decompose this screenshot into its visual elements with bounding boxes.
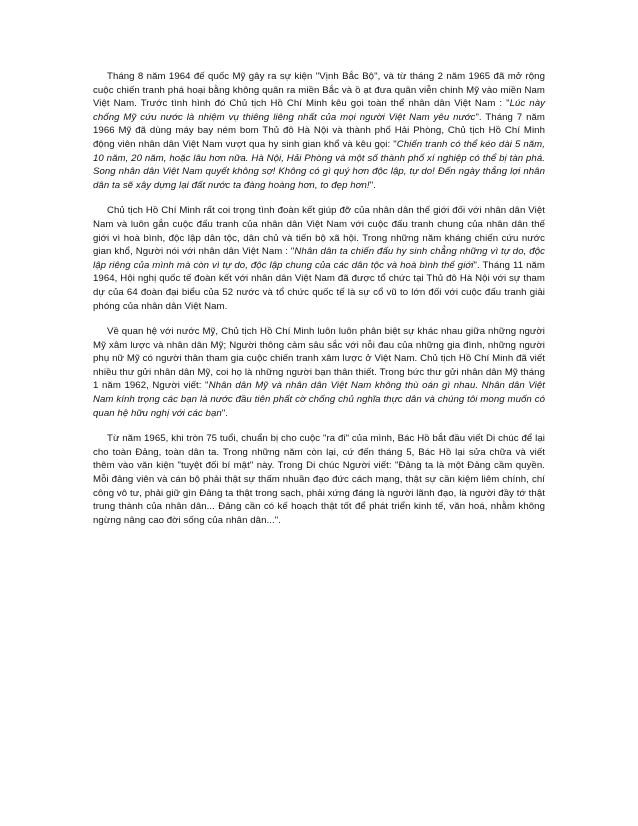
paragraph-4 bbox=[93, 432, 545, 527]
quote-text: Nhân dân Mỹ và nhân dân Việt Nam không thù oán gì nhau. Nhân dân Việt Nam kính trọng các bạn là nước đầu tiên phất cờ chống chủ nghĩa thực dân và chúng tôi mong muốn có quan hệ hữu nghị với các bạn bbox=[93, 380, 545, 419]
paragraph-1 bbox=[93, 70, 545, 192]
quote-text: Nhân dân ta chiến đấu hy sinh chẳng những vì tự do, độc lập riêng của mình mà còn vì tự do, độc lập chung của các dân tộc và hoà bình thế giới bbox=[93, 246, 545, 271]
paragraph-2 bbox=[93, 204, 545, 313]
document-body bbox=[93, 70, 545, 539]
paragraph-text: Từ năm 1965, khi tròn 75 tuổi, chuẩn bị cho cuộc "ra đi" của mình, Bác Hồ bắt đầu viết Di chúc để lại cho toàn Đảng, toàn dân ta. Trong những năm còn lại, cứ đến tháng 5, Bác Hồ lại sửa chữa và viết thêm vào văn kiện "tuyệt đối bí mật" này. Trong Di chúc Người viết: "Đảng ta là một Đảng cầm quyền. Mỗi đảng viên và cán bộ phải thật sự thấm nhuần đạo đức cách mạng, thật sự cần kiệm liêm chính, chí công vô tư, phải giữ gìn Đảng ta thật trong sạch, phải xứng đáng là người lãnh đạo, là người đầy tớ thật trung thành của nhân dân... Đảng cần có kế hoạch thật tốt để phát triển kinh tế, văn hoá, nhằm không ngừng nâng cao đời sống của nhân dân...". bbox=[93, 433, 545, 526]
paragraph-3 bbox=[93, 325, 545, 420]
paragraph-text: Tháng 8 năm 1964 đế quốc Mỹ gây ra sự kiện "Vịnh Bắc Bộ", và từ tháng 2 năm 1965 đã mở rộng cuộc chiến tranh phá hoại bằng không quân ra miền Bắc và ồ ạt đưa quân viễn chinh Mỹ vào miền Nam Việt Nam. Trước tình hình đó Chủ tịch Hồ Chí Minh kêu gọi toàn thể nhân dân Việt Nam : " bbox=[93, 71, 545, 110]
paragraph-text: ". Tháng 11 năm 1964, Hội nghị quốc tế đoàn kết với nhân dân Việt Nam đã được tổ chức tại Thủ đô Hà Nội với sự tham dự của 64 đoàn đại biểu của 52 nước và tổ chức quốc tế là sự cổ vũ to lớn đối với cuộc đấu tranh giải phóng của nhân dân Việt Nam. bbox=[93, 259, 545, 312]
paragraph-text: Về quan hệ với nước Mỹ, Chủ tịch Hồ Chí Minh luôn luôn phân biệt sự khác nhau giữa những người Mỹ xâm lược và nhân dân Mỹ; Người thông cảm sâu sắc với nỗi đau của những gia đình, những người phụ nữ Mỹ có người thân tham gia cuộc chiến tranh xâm lược ở Việt Nam. Chủ tịch Hồ Chí Minh đã viết nhiều thư gửi nhân dân Mỹ, coi họ là những người bạn thân thiết. Trong bức thư gửi nhân dân Mỹ tháng 1 năm 1962, Người viết: " bbox=[93, 326, 545, 392]
quote-text: Lúc này chống Mỹ cứu nước là nhiệm vụ thiêng liêng nhất của mọi người Việt Nam yêu nước bbox=[93, 98, 545, 123]
paragraph-text: ". bbox=[369, 179, 376, 191]
paragraph-text: ". bbox=[221, 407, 229, 419]
paragraph-text: ". Tháng 7 năm 1966 Mỹ đã dùng máy bay ném bom Thủ đô Hà Nội và thành phố Hải Phòng, Chủ tịch Hồ Chí Minh động viên nhân dân Việt Nam vượt qua hy sinh gian khổ và kêu gọi: " bbox=[93, 111, 545, 150]
paragraph-text: Chủ tịch Hồ Chí Minh rất coi trọng tình đoàn kết giúp đỡ của nhân dân thế giới đối với nhân dân Việt Nam và luôn gắn cuộc đấu tranh của nhân dân Việt Nam với cuộc đấu tranh chung của nhân dân thế giới vì hoà bình, độc lập dân tộc, dân chủ và tiến bộ xã hội. Trong những năm kháng chiến cứu nước gian khổ, Người nói với nhân dân Việt Nam : " bbox=[93, 205, 545, 258]
quote-text: Chiến tranh có thể kéo dài 5 năm, 10 năm, 20 năm, hoặc lâu hơn nữa. Hà Nội, Hải Phòng và một số thành phố xí nghiệp có thể bị tàn phá. Song nhân dân Việt Nam quyết không sợ! Không có gì quý hơn độc lập, tự do! Đến ngày thắng lợi nhân dân ta sẽ xây dựng lại đất nước ta đàng hoàng hơn, to đẹp hơn! bbox=[93, 138, 545, 191]
